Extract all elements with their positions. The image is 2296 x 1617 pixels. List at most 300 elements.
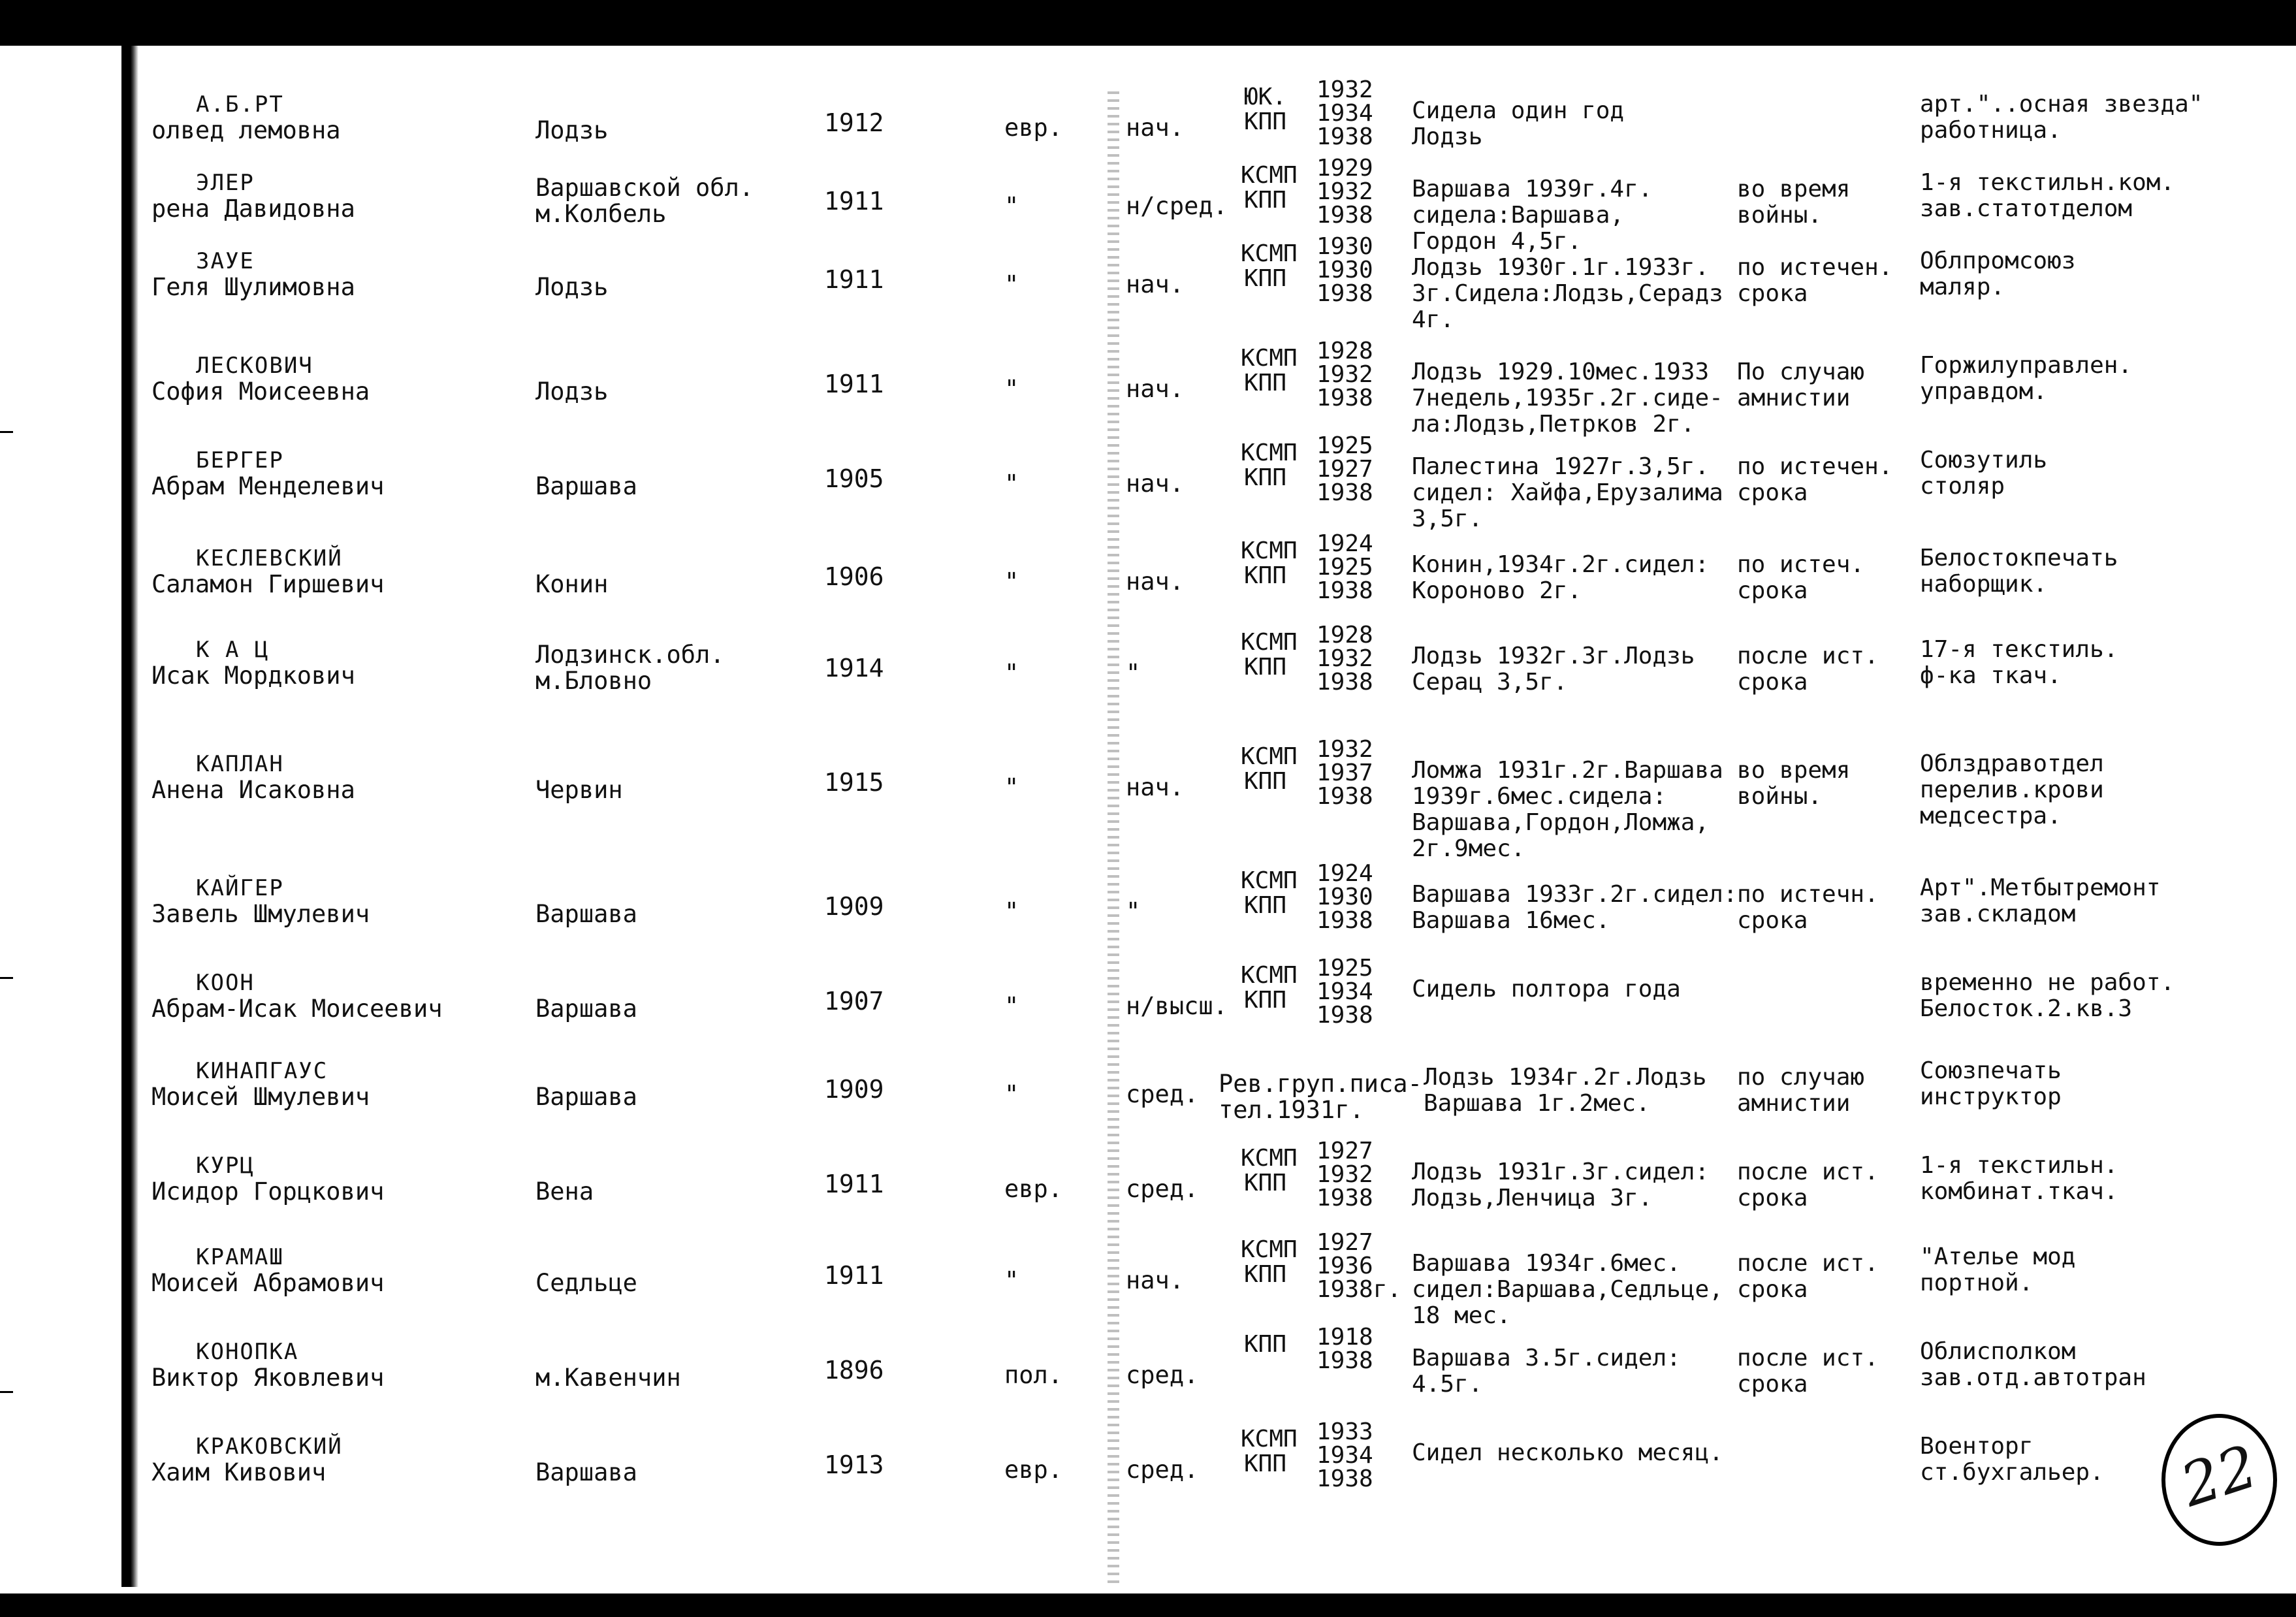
imprisonment-record-line: 18 мес. xyxy=(1412,1302,1511,1329)
party-join-years-line: 1938 xyxy=(1316,123,1373,150)
release-reason-line: по истеч. xyxy=(1737,551,1865,578)
party-affiliation-line: КПП xyxy=(1243,1331,1286,1358)
birthplace xyxy=(535,777,623,803)
imprisonment-record-line: сидел: Хайфа,Ерузалима xyxy=(1412,479,1723,506)
imprisonment-record-line: Лодзь 1934г.2г.Лодзь xyxy=(1424,1064,1707,1091)
party-join-years-line: 1928 xyxy=(1316,338,1373,364)
birthplace xyxy=(535,1179,594,1205)
surname: КУРЦ xyxy=(196,1153,255,1179)
nationality: " xyxy=(1004,773,1019,801)
current-workplace-line: зав.статотделом xyxy=(1920,195,2133,222)
imprisonment-record-line: 3,5г. xyxy=(1412,505,1483,532)
party-affiliation-line: КПП xyxy=(1243,768,1286,795)
party-affiliation-line: КПП xyxy=(1243,464,1286,491)
party-affiliation xyxy=(1241,345,1298,396)
given-name-patronymic: Исак Мордкович xyxy=(151,662,355,690)
birthplace-line: м.Кавенчин xyxy=(535,1364,681,1392)
imprisonment-record xyxy=(1412,454,1723,532)
birthplace xyxy=(535,274,608,300)
nationality: евр. xyxy=(1004,1175,1063,1203)
party-join-years xyxy=(1316,624,1373,694)
given-name-patronymic: рена Давидовна xyxy=(151,195,355,223)
release-reason-line: срока xyxy=(1737,1276,1808,1303)
release-reason xyxy=(1737,454,1892,506)
party-affiliation-line: КПП xyxy=(1243,892,1286,919)
party-join-years-line: 1925 xyxy=(1316,554,1373,581)
party-join-years-line: 1924 xyxy=(1316,530,1373,557)
imprisonment-record-line: 3г.Сидела:Лодзь,Серадз xyxy=(1412,280,1723,307)
imprisonment-record-line: 4г. xyxy=(1412,306,1455,333)
birthplace xyxy=(535,1460,637,1486)
party-join-years-line: 1932 xyxy=(1316,76,1373,103)
party-affiliation-line: КПП xyxy=(1243,654,1286,680)
imprisonment-record-line: Палестина 1927г.3,5г. xyxy=(1412,453,1710,480)
imprisonment-record-line: ла:Лодзь,Петрков 2г. xyxy=(1412,411,1695,438)
release-reason-line: во время xyxy=(1737,757,1851,784)
party-affiliation xyxy=(1241,440,1298,491)
education: " xyxy=(1126,659,1141,687)
party-affiliation xyxy=(1241,537,1298,589)
party-join-years xyxy=(1316,235,1373,306)
party-affiliation-line: КПП xyxy=(1243,1170,1286,1196)
nationality: евр. xyxy=(1004,114,1063,142)
current-workplace-line: столяр xyxy=(1920,473,2005,500)
party-affiliation-line: КСМП xyxy=(1241,867,1298,894)
release-reason-line: войны. xyxy=(1737,783,1823,810)
current-workplace-line: управдом. xyxy=(1920,378,2048,405)
imprisonment-record xyxy=(1412,1159,1709,1211)
party-join-years-line: 1930 xyxy=(1316,233,1373,260)
party-affiliation xyxy=(1219,1071,1422,1123)
imprisonment-record-line: Сидел несколько месяц. xyxy=(1412,1439,1723,1466)
imprisonment-record-line: сидела:Варшава, xyxy=(1412,202,1625,229)
party-join-years-line: 1927 xyxy=(1316,1138,1373,1164)
imprisonment-record-line: Ломжа 1931г.2г.Варшава xyxy=(1412,757,1723,784)
release-reason-line: амнистии xyxy=(1737,1090,1851,1117)
imprisonment-record-line: Варшава 1г.2мес. xyxy=(1424,1090,1650,1117)
imprisonment-record xyxy=(1412,643,1695,696)
imprisonment-record-line: Лодзь 1932г.3г.Лодзь xyxy=(1412,643,1695,669)
party-affiliation-line: КПП xyxy=(1243,1450,1286,1477)
party-join-years-line: 1938 xyxy=(1316,669,1373,696)
nationality: " xyxy=(1004,1080,1019,1108)
imprisonment-record-line: 7недель,1935г.2г.сиде- xyxy=(1412,385,1723,411)
release-reason xyxy=(1737,1345,1879,1398)
release-reason xyxy=(1737,758,1850,810)
surname: КЕСЛЕВСКИЙ xyxy=(196,545,343,571)
current-workplace-line: Облздравотдел xyxy=(1920,750,2104,777)
given-name-patronymic: Хаим Кивович xyxy=(151,1458,327,1486)
current-workplace xyxy=(1920,1058,2062,1110)
current-workplace xyxy=(1920,1433,2104,1486)
current-workplace xyxy=(1920,353,2132,405)
education: нач. xyxy=(1126,568,1185,596)
current-workplace xyxy=(1920,447,2047,500)
current-workplace xyxy=(1920,637,2118,689)
surname: ЗАУЕ xyxy=(196,248,255,274)
imprisonment-record-line: Варшава 1939г.4г. xyxy=(1412,176,1653,202)
current-workplace-line: работница. xyxy=(1920,117,2062,144)
education: нач. xyxy=(1126,773,1185,801)
birth-year: 1911 xyxy=(824,370,884,398)
given-name-patronymic: Завель Шмулевич xyxy=(151,900,370,928)
surname: БЕРГЕР xyxy=(196,447,284,473)
current-workplace-line: зав.отд.автотран xyxy=(1920,1364,2146,1391)
party-join-years-line: 1929 xyxy=(1316,155,1373,182)
birthplace-line: Лодзь xyxy=(535,116,609,144)
party-join-years xyxy=(1316,1326,1373,1373)
party-join-years-line: 1933 xyxy=(1316,1418,1373,1445)
party-affiliation-line: КСМП xyxy=(1241,629,1298,656)
birthplace xyxy=(535,379,608,405)
imprisonment-record-line: Лодзь,Ленчица 3г. xyxy=(1412,1185,1653,1211)
party-affiliation-line: тел.1931г. xyxy=(1219,1096,1364,1124)
imprisonment-record xyxy=(1412,1440,1723,1466)
imprisonment-record xyxy=(1412,758,1723,862)
nationality: " xyxy=(1004,192,1019,220)
birthplace-line: м.Бловно xyxy=(535,667,652,695)
imprisonment-record xyxy=(1412,359,1723,438)
party-join-years-line: 1927 xyxy=(1316,1229,1373,1256)
birthplace-line: Варшава xyxy=(535,1458,637,1486)
surname: А.Б.РТ xyxy=(196,91,284,118)
current-workplace-line: Арт".Метбытремонт xyxy=(1920,874,2161,901)
release-reason-line: амнистии xyxy=(1737,385,1851,411)
release-reason-line: по истечен. xyxy=(1737,453,1893,480)
party-affiliation-line: Рев.груп.писа- xyxy=(1219,1070,1422,1098)
birthplace-line: Седльце xyxy=(535,1269,637,1297)
party-join-years xyxy=(1316,532,1373,603)
release-reason-line: По случаю xyxy=(1737,359,1865,385)
birth-year: 1914 xyxy=(824,654,884,682)
party-join-years xyxy=(1316,1231,1401,1302)
imprisonment-record-line: Гордон 4,5г. xyxy=(1412,228,1582,255)
education: сред. xyxy=(1126,1361,1199,1389)
current-workplace-line: "Ателье мод xyxy=(1920,1243,2076,1270)
education: сред. xyxy=(1126,1080,1199,1108)
release-reason xyxy=(1737,1065,1864,1117)
birthplace-line: Лодзь xyxy=(535,377,609,406)
release-reason xyxy=(1737,359,1864,411)
party-affiliation-line: КПП xyxy=(1243,562,1286,589)
imprisonment-record xyxy=(1412,976,1681,1002)
release-reason-line: срока xyxy=(1737,577,1808,604)
party-join-years-line: 1938 xyxy=(1316,907,1373,934)
current-workplace-line: арт."..осная звезда" xyxy=(1920,91,2203,118)
current-workplace-line: портной. xyxy=(1920,1270,2033,1296)
birth-year: 1911 xyxy=(824,1170,884,1198)
nationality: пол. xyxy=(1004,1361,1063,1389)
birthplace-line: Варшава xyxy=(535,900,637,928)
current-workplace xyxy=(1920,970,2175,1022)
current-workplace-line: наборщик. xyxy=(1920,571,2048,598)
birth-year: 1909 xyxy=(824,1075,884,1104)
surname: К А Ц xyxy=(196,637,270,663)
party-join-years-line: 1928 xyxy=(1316,622,1373,648)
imprisonment-record-line: Сидела один год xyxy=(1412,97,1625,124)
release-reason-line: по случаю xyxy=(1737,1064,1865,1091)
birth-year: 1911 xyxy=(824,265,884,294)
birthplace xyxy=(535,996,637,1022)
party-join-years xyxy=(1316,157,1373,227)
party-affiliation-line: КПП xyxy=(1243,265,1286,292)
birthplace xyxy=(535,1270,637,1296)
party-join-years-line: 1938 xyxy=(1316,577,1373,604)
party-affiliation-line: КПП xyxy=(1243,1261,1286,1288)
imprisonment-record xyxy=(1412,882,1738,934)
birthplace xyxy=(535,175,754,227)
current-workplace xyxy=(1920,170,2175,222)
imprisonment-record xyxy=(1412,176,1652,255)
party-join-years-line: 1932 xyxy=(1316,736,1373,763)
release-reason-line: после ист. xyxy=(1737,643,1879,669)
imprisonment-record-line: Варшава 1933г.2г.сидел: xyxy=(1412,881,1738,908)
current-workplace-line: ст.бухгальер. xyxy=(1920,1459,2104,1486)
party-affiliation xyxy=(1241,629,1298,680)
birthplace-line: Варшава xyxy=(535,995,637,1023)
current-workplace-line: медсестра. xyxy=(1920,803,2062,829)
current-workplace-line: Горжилуправлен. xyxy=(1920,352,2133,379)
nationality: " xyxy=(1004,375,1019,403)
party-join-years-line: 1936 xyxy=(1316,1253,1373,1279)
surname: КРАКОВСКИЙ xyxy=(196,1433,343,1460)
current-workplace-line: маляр. xyxy=(1920,274,2005,300)
party-join-years-line: 1938 xyxy=(1316,280,1373,307)
nationality: " xyxy=(1004,1266,1019,1294)
imprisonment-record xyxy=(1412,552,1709,604)
nationality: " xyxy=(1004,270,1019,298)
party-join-years-line: 1932 xyxy=(1316,361,1373,388)
imprisonment-record-line: Варшава 3.5г.сидел: xyxy=(1412,1345,1681,1371)
nationality: " xyxy=(1004,470,1019,498)
party-affiliation xyxy=(1241,240,1298,292)
release-reason-line: после ист. xyxy=(1737,1250,1879,1277)
birth-year: 1905 xyxy=(824,464,884,493)
given-name-patronymic: Моисей Абрамович xyxy=(151,1269,385,1297)
party-affiliation-line: КСМП xyxy=(1241,440,1298,466)
imprisonment-record-line: 4.5г. xyxy=(1412,1371,1483,1398)
given-name-patronymic: Саламон Гиршевич xyxy=(151,570,385,598)
party-join-years-line: 1932 xyxy=(1316,178,1373,205)
party-join-years xyxy=(1316,340,1373,410)
party-join-years xyxy=(1316,1420,1373,1491)
current-workplace-line: Союзпечать xyxy=(1920,1057,2062,1084)
birthplace-line: м.Колбель xyxy=(535,200,667,228)
current-workplace-line: Союзутиль xyxy=(1920,447,2048,473)
party-join-years-line: 1934 xyxy=(1316,1442,1373,1469)
current-workplace-line: перелив.крови xyxy=(1920,776,2104,803)
current-workplace-line: 17-я текстиль. xyxy=(1920,636,2118,663)
current-workplace-line: ф-ка ткач. xyxy=(1920,662,2062,689)
party-affiliation xyxy=(1241,85,1286,135)
given-name-patronymic: Геля Шулимовна xyxy=(151,273,355,301)
birth-year: 1911 xyxy=(824,187,884,216)
surname: ЭЛЕР xyxy=(196,170,255,196)
party-affiliation xyxy=(1241,1426,1298,1477)
party-join-years-line: 1938 xyxy=(1316,1347,1373,1374)
party-join-years-line: 1930 xyxy=(1316,257,1373,283)
imprisonment-record-line: Лодзь 1930г.1г.1933г. xyxy=(1412,254,1710,281)
current-workplace-line: инструктор xyxy=(1920,1083,2062,1110)
birthplace-line: Лодзь xyxy=(535,273,609,301)
release-reason-line: срока xyxy=(1737,280,1808,307)
birthplace-line: Варшава xyxy=(535,1083,637,1111)
education: нач. xyxy=(1126,270,1185,298)
current-workplace-line: Облпромсоюз xyxy=(1920,248,2076,274)
birthplace xyxy=(535,642,725,694)
given-name-patronymic: Абрам Менделевич xyxy=(151,472,385,500)
given-name-patronymic: Исидор Горцкович xyxy=(151,1177,385,1206)
party-join-years xyxy=(1316,738,1373,809)
education: нач. xyxy=(1126,470,1185,498)
imprisonment-record-line: Варшава 16мес. xyxy=(1412,907,1610,934)
surname: КРАМАШ xyxy=(196,1244,284,1270)
birth-year: 1912 xyxy=(824,108,884,137)
education: " xyxy=(1126,897,1141,925)
party-join-years-line: 1924 xyxy=(1316,860,1373,887)
nationality: " xyxy=(1004,659,1019,687)
imprisonment-record-line: Серац 3,5г. xyxy=(1412,669,1568,696)
party-affiliation-line: КСМП xyxy=(1241,240,1298,267)
release-reason-line: после ист. xyxy=(1737,1345,1879,1371)
birthplace-line: Варшава xyxy=(535,472,637,500)
party-join-years-line: 1927 xyxy=(1316,456,1373,483)
current-workplace xyxy=(1920,1339,2146,1391)
party-join-years-line: 1925 xyxy=(1316,955,1373,982)
imprisonment-record xyxy=(1412,1345,1681,1398)
birth-year: 1906 xyxy=(824,562,884,591)
imprisonment-record-line: Лодзь 1929.10мес.1933 xyxy=(1412,359,1710,385)
current-workplace-line: Облисполком xyxy=(1920,1338,2076,1365)
party-join-years xyxy=(1316,862,1373,933)
current-workplace xyxy=(1920,1244,2075,1296)
birthplace xyxy=(535,473,637,500)
education: нач. xyxy=(1126,114,1185,142)
imprisonment-record-line: Варшава,Гордон,Ломжа, xyxy=(1412,809,1710,836)
current-workplace-line: Белостокпечать xyxy=(1920,545,2118,571)
education: н/высш. xyxy=(1126,992,1228,1020)
surname: КАПЛАН xyxy=(196,751,284,777)
party-affiliation xyxy=(1241,1145,1298,1196)
release-reason-line: по истечен. xyxy=(1737,254,1893,281)
party-join-years-line: 1932 xyxy=(1316,645,1373,672)
given-name-patronymic: Виктор Яковлевич xyxy=(151,1364,385,1392)
birthplace xyxy=(535,571,608,598)
birthplace xyxy=(535,1084,637,1110)
party-affiliation-line: КСМП xyxy=(1241,1145,1298,1172)
imprisonment-record xyxy=(1412,1251,1723,1329)
birthplace-line: Варшавской обл. xyxy=(535,174,754,202)
party-join-years xyxy=(1316,1140,1373,1210)
nationality: " xyxy=(1004,992,1019,1020)
imprisonment-record-line: Конин,1934г.2г.сидел: xyxy=(1412,551,1710,578)
nationality: " xyxy=(1004,897,1019,925)
current-workplace xyxy=(1920,91,2203,144)
current-workplace-line: комбинат.ткач. xyxy=(1920,1178,2118,1205)
imprisonment-record xyxy=(1412,255,1723,333)
nationality: евр. xyxy=(1004,1456,1063,1484)
party-affiliation-line: КСМП xyxy=(1241,962,1298,989)
birthplace-line: Червин xyxy=(535,776,623,804)
surname: КАЙГЕР xyxy=(196,875,284,901)
party-affiliation-line: КПП xyxy=(1243,108,1286,135)
party-affiliation-line: КПП xyxy=(1243,987,1286,1014)
given-name-patronymic: София Моисеевна xyxy=(151,377,370,406)
party-affiliation xyxy=(1241,162,1298,214)
birth-year: 1907 xyxy=(824,987,884,1016)
surname: ЛЕСКОВИЧ xyxy=(196,353,313,379)
birth-year: 1909 xyxy=(824,892,884,921)
release-reason-line: во время xyxy=(1737,176,1851,202)
imprisonment-record-line: Лодзь 1931г.3г.сидел: xyxy=(1412,1159,1710,1185)
imprisonment-record-line: Сидель полтора года xyxy=(1412,976,1681,1002)
current-workplace-line: зав.складом xyxy=(1920,901,2076,927)
release-reason-line: срока xyxy=(1737,1185,1808,1211)
imprisonment-record xyxy=(1412,98,1624,150)
page-number-stamp xyxy=(2161,1414,2277,1546)
current-workplace-line: временно не работ. xyxy=(1920,969,2175,996)
page-number: 22 xyxy=(2173,1432,2266,1521)
education: сред. xyxy=(1126,1456,1199,1484)
birthplace xyxy=(535,118,608,144)
party-join-years-line: 1934 xyxy=(1316,978,1373,1005)
imprisonment-record xyxy=(1424,1065,1706,1117)
party-affiliation xyxy=(1241,743,1298,795)
party-affiliation-line: КСМП xyxy=(1241,1236,1298,1263)
party-join-years-line: 1938 xyxy=(1316,1465,1373,1492)
release-reason xyxy=(1737,1159,1879,1211)
party-affiliation xyxy=(1241,1236,1298,1288)
current-workplace xyxy=(1920,545,2118,598)
party-join-years-line: 1918 xyxy=(1316,1324,1373,1351)
birth-year: 1911 xyxy=(824,1261,884,1290)
party-join-years-line: 1938 xyxy=(1316,1002,1373,1029)
nationality: " xyxy=(1004,568,1019,596)
party-affiliation-line: КСМП xyxy=(1241,537,1298,564)
imprisonment-record-line: Варшава 1934г.6мес. xyxy=(1412,1250,1681,1277)
party-affiliation xyxy=(1241,962,1298,1014)
imprisonment-record-line: Короново 2г. xyxy=(1412,577,1582,604)
education: н/сред. xyxy=(1126,192,1228,220)
party-join-years-line: 1930 xyxy=(1316,884,1373,910)
birthplace-line: Лодзинск.обл. xyxy=(535,641,725,669)
surname: КОНОПКА xyxy=(196,1339,299,1365)
party-affiliation xyxy=(1241,867,1298,919)
given-name-patronymic: Анена Исаковна xyxy=(151,776,355,804)
party-join-years-line: 1932 xyxy=(1316,1161,1373,1188)
imprisonment-record-line: Лодзь xyxy=(1412,123,1483,150)
birth-year: 1915 xyxy=(824,768,884,797)
party-join-years-line: 1938 xyxy=(1316,1185,1373,1211)
party-join-years-line: 1938 xyxy=(1316,385,1373,411)
party-affiliation-line: КПП xyxy=(1243,370,1286,396)
birth-year: 1913 xyxy=(824,1450,884,1479)
party-join-years-line: 1937 xyxy=(1316,760,1373,786)
party-affiliation-line: КСМП xyxy=(1241,162,1298,189)
imprisonment-record-line: 1939г.6мес.сидела: xyxy=(1412,783,1667,810)
party-join-years-line: 1934 xyxy=(1316,100,1373,127)
party-join-years-line: 1925 xyxy=(1316,432,1373,459)
release-reason-line: срока xyxy=(1737,1371,1808,1398)
birthplace xyxy=(535,901,637,927)
birthplace-line: Конин xyxy=(535,570,609,598)
surname: КООН xyxy=(196,970,255,996)
current-workplace xyxy=(1920,1153,2118,1205)
party-affiliation-line: КСМП xyxy=(1241,345,1298,372)
party-join-years-line: 1938г. xyxy=(1316,1276,1402,1303)
current-workplace-line: Белосток.2.кв.3 xyxy=(1920,995,2133,1022)
education: нач. xyxy=(1126,1266,1185,1294)
